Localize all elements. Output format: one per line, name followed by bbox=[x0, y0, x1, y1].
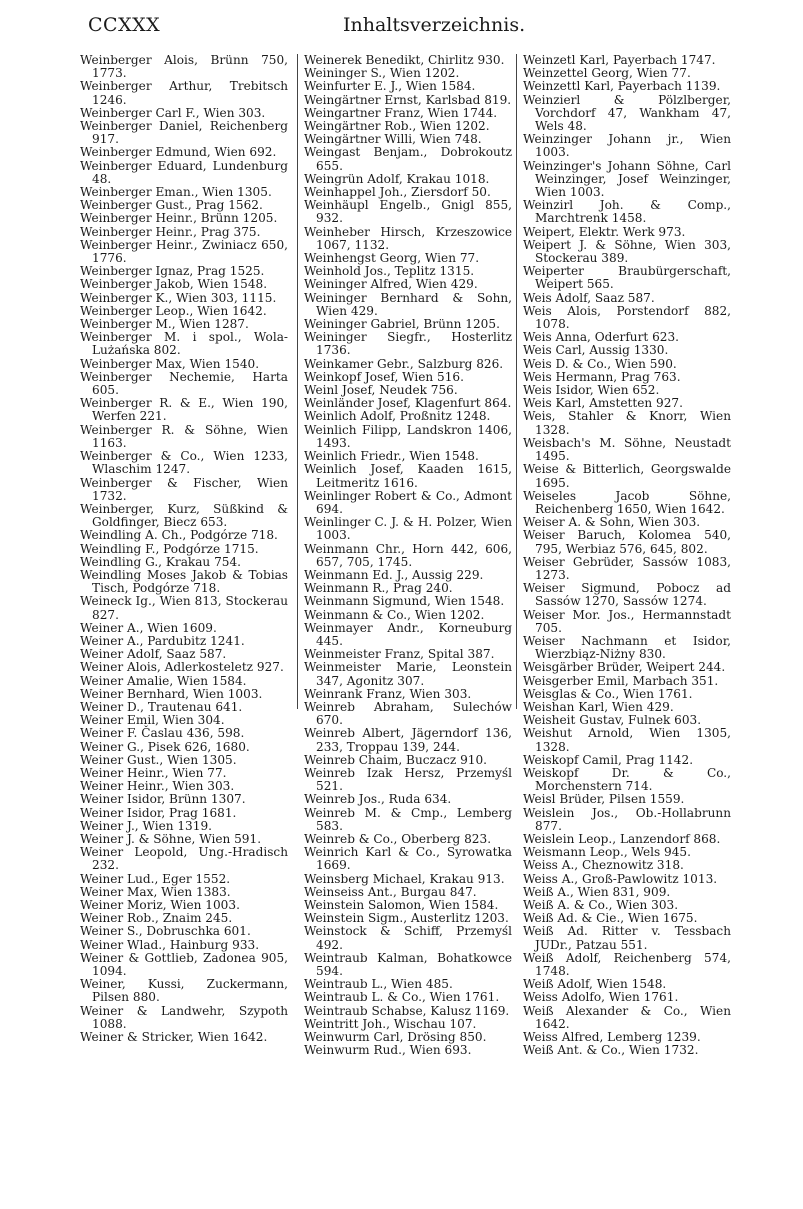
index-entry: Weiß Adolf, Reichenberg 574, 1748. bbox=[523, 950, 731, 979]
index-entry: Weindling Moses Jakob & Tobias Tisch, Podgórze 718. bbox=[80, 567, 288, 596]
index-entry: Weindling G., Krakau 754. bbox=[80, 554, 241, 569]
index-entry: Weineck Ig., Wien 813, Stockerau 827. bbox=[80, 594, 288, 622]
index-entry: Weinberger R. & Söhne, Wien 1163. bbox=[80, 422, 288, 450]
index-entry: Weiser A. & Sohn, Wien 303. bbox=[523, 515, 701, 530]
index-entry: Weis Adolf, Saaz 587. bbox=[523, 290, 655, 305]
index-entry: Weininger Gabriel, Brünn 1205. bbox=[304, 317, 500, 332]
index-entry: Weis Alois, Porstendorf 882, 1078. bbox=[523, 303, 731, 332]
index-entry: Weindling F., Podgórze 1715. bbox=[80, 541, 259, 556]
index-entry: Weinlich Adolf, Proßnitz 1248. bbox=[304, 409, 491, 424]
index-entry: Weinberger & Fischer, Wien 1732. bbox=[80, 475, 288, 503]
index-entry: Weinzettel Georg, Wien 77. bbox=[523, 66, 691, 81]
index-entry: Weiner A., Pardubitz 1241. bbox=[80, 633, 245, 648]
index-entry: Weiner Wlad., Hainburg 933. bbox=[80, 937, 260, 952]
index-entry: Weinberger Eman., Wien 1305. bbox=[80, 185, 272, 200]
index-entry: Weinhold Jos., Teplitz 1315. bbox=[304, 264, 475, 279]
index-entry: Weisl Brüder, Pilsen 1559. bbox=[523, 792, 685, 807]
index-entry: Weinberger Carl F., Wien 303. bbox=[80, 105, 266, 120]
index-entry: Weinhäupl Engelb., Gnigl 855, 932. bbox=[304, 198, 512, 226]
index-entry: Weiner D., Trautenau 641. bbox=[80, 699, 243, 714]
index-entry: Weingrün Adolf, Krakau 1018. bbox=[304, 171, 490, 186]
index-entry: Weis D. & Co., Wien 590. bbox=[523, 356, 677, 371]
index-entry: Weinlich Friedr., Wien 1548. bbox=[304, 449, 479, 464]
index-entry: Weinberger Max, Wien 1540. bbox=[80, 356, 260, 371]
index-entry: Weiss A., Cheznowitz 318. bbox=[523, 858, 684, 873]
index-entry: Weiner G., Pisek 626, 1680. bbox=[80, 739, 250, 754]
index-entry: Weinberger Nechemie, Harta 605. bbox=[80, 369, 288, 398]
index-entry: Weiner Alois, Adlerkosteletz 927. bbox=[80, 660, 284, 675]
running-title: Inhaltsverzeichnis. bbox=[343, 14, 526, 36]
index-entry: Weinreb Abraham, Sulechów 670. bbox=[304, 699, 512, 728]
index-entry: Weis Isidor, Wien 652. bbox=[523, 383, 660, 398]
index-entry: Weiner Rob., Znaim 245. bbox=[80, 911, 233, 926]
index-entry: Weinsberg Michael, Krakau 913. bbox=[304, 871, 505, 886]
index-entry: Weiner & Stricker, Wien 1642. bbox=[80, 1030, 268, 1045]
index-entry: Weinmann R., Prag 240. bbox=[304, 581, 453, 596]
index-entry: Weiss Adolfo, Wien 1761. bbox=[523, 990, 679, 1005]
index-entry: Weiner Moriz, Wien 1003. bbox=[80, 898, 240, 912]
index-entry: Weiner Max, Wien 1383. bbox=[80, 884, 231, 899]
index-entry: Weinberger, Kurz, Süßkind & Goldfinger, Biecz 653. bbox=[80, 501, 288, 530]
index-entry: Weiskopf Camil, Prag 1142. bbox=[523, 752, 694, 767]
index-entry: Weinmayer Andr., Korneuburg 445. bbox=[304, 620, 512, 648]
index-entry: Weinberger Arthur, Trebitsch 1246. bbox=[80, 79, 288, 107]
index-entry: Weinberger R. & E., Wien 190, Werfen 221. bbox=[80, 396, 288, 424]
index-entry: Weinlinger Robert & Co., Admont 694. bbox=[304, 488, 512, 516]
index-entry: Weinberger M. i spol., Wola-Lużańska 802. bbox=[80, 330, 288, 358]
index-entry: Weiseles Jacob Söhne, Reichenberg 1650, Wien 1642. bbox=[523, 488, 731, 516]
index-entry: Weinhengst Georg, Wien 77. bbox=[304, 251, 480, 266]
index-entry: Weiner, Kussi, Zuckermann, Pilsen 880. bbox=[80, 977, 288, 1005]
index-entry: Weinrich Karl & Co., Syrowatka 1669. bbox=[304, 845, 512, 873]
index-entry: Weismann Leop., Wels 945. bbox=[523, 845, 691, 860]
index-entry: Weinberger Heinr., Brünn 1205. bbox=[80, 211, 278, 226]
index-entry: Weinheber Hirsch, Krzeszowice 1067, 1132. bbox=[304, 224, 512, 252]
index-entry: Weinberger K., Wien 303, 1115. bbox=[80, 290, 277, 305]
index-entry: Weintraub Schabse, Kalusz 1169. bbox=[304, 1003, 510, 1018]
page-header bbox=[88, 14, 718, 44]
index-entry: Weinstein Salomon, Wien 1584. bbox=[304, 898, 499, 912]
index-entry: Weinreb Jos., Ruda 634. bbox=[304, 792, 452, 807]
index-entry: Weinzierl & Pölzlberger, Vorchdorf 47, Wankham 47, Wels 48. bbox=[523, 92, 731, 134]
index-entry: Weinerek Benedikt, Chirlitz 930. bbox=[304, 53, 505, 67]
index-entry: Weiß Ant. & Co., Wien 1732. bbox=[523, 1043, 699, 1058]
index-entry: Weiner A., Wien 1609. bbox=[80, 620, 217, 635]
index-entry: Weinmann & Co., Wien 1202. bbox=[304, 607, 485, 622]
index-entry: Weiskopf Dr. & Co., Morchenstern 714. bbox=[523, 765, 731, 794]
index-entry: Weinzetl Karl, Payerbach 1747. bbox=[523, 53, 716, 67]
index-entry: Weiperter Braubürgerschaft, Weipert 565. bbox=[523, 264, 731, 292]
index-entry: Weinreb Izak Hersz, Przemyśl 521. bbox=[304, 765, 512, 794]
index-entry: Weinberger M., Wien 1287. bbox=[80, 317, 249, 332]
index-entry: Weingärtner Rob., Wien 1202. bbox=[304, 119, 490, 134]
index-entry: Weinberger Heinr., Zwiniacz 650, 1776. bbox=[80, 237, 288, 266]
index-entry: Weiss A., Groß-Pawlowitz 1013. bbox=[523, 871, 718, 886]
index-entry: Weinrank Franz, Wien 303. bbox=[304, 686, 472, 701]
index-entry: Weiner Lud., Eger 1552. bbox=[80, 871, 231, 886]
index-entry: Weinzinger's Johann Söhne, Carl Weinzinger, Josef Weinzinger, Wien 1003. bbox=[523, 158, 731, 200]
index-entry: Weiner F. Časlau 436, 598. bbox=[80, 726, 245, 741]
index-entry: Weininger Alfred, Wien 429. bbox=[304, 277, 478, 292]
index-entry: Weiß A. & Co., Wien 303. bbox=[523, 898, 679, 912]
index-entry: Weinberger Leop., Wien 1642. bbox=[80, 303, 267, 318]
index-entry: Weishan Karl, Wien 429. bbox=[523, 699, 674, 714]
index-entry: Weiner J. & Söhne, Wien 591. bbox=[80, 831, 262, 846]
index-entry: Weiser Sigmund, Pobocz ad Sassów 1270, Sassów 1274. bbox=[523, 581, 731, 609]
index-entry: Weinmeister Marie, Leonstein 347, Agonitz 307. bbox=[304, 660, 512, 688]
index-entry: Weinberger & Co., Wien 1233, Wlaschim 1247. bbox=[80, 449, 288, 477]
index-entry: Weis Carl, Aussig 1330. bbox=[523, 343, 669, 358]
index-entry: Weinmeister Franz, Spital 387. bbox=[304, 647, 495, 662]
index-entry: Weiner Emil, Wien 304. bbox=[80, 713, 225, 728]
index-entry: Weintraub Kalman, Bohatkowce 594. bbox=[304, 950, 512, 979]
index-entry: Weiß Ad. Ritter v. Tessbach JUDr., Patzau 551. bbox=[523, 924, 731, 952]
index-entry: Weis, Stahler & Knorr, Wien 1328. bbox=[523, 409, 731, 437]
index-entry: Weiß Alexander & Co., Wien 1642. bbox=[523, 1003, 731, 1031]
index-entry: Weingast Benjam., Dobrokoutz 655. bbox=[304, 145, 512, 173]
index-column-2 bbox=[297, 53, 512, 1058]
index-entry: Weinberger Jakob, Wien 1548. bbox=[80, 277, 268, 292]
index-entry: Weiner Adolf, Saaz 587. bbox=[80, 647, 227, 662]
index-entry: Weislein Jos., Ob.-Hollabrunn 877. bbox=[523, 805, 731, 833]
index-entry: Weiser Baruch, Kolomea 540, 795, Werbiaz 576, 645, 802. bbox=[523, 528, 731, 556]
index-entry: Weisglas & Co., Wien 1761. bbox=[523, 686, 693, 701]
index-entry: Weinberger Eduard, Lundenburg 48. bbox=[80, 158, 288, 186]
index-entry: Weis Anna, Oderfurt 623. bbox=[523, 330, 680, 345]
index-entry: Weiner Amalie, Wien 1584. bbox=[80, 673, 247, 688]
index-entry: Weinmann Sigmund, Wien 1548. bbox=[304, 594, 505, 609]
page-number: CCXXX bbox=[88, 14, 161, 36]
index-entry: Weiser Nachmann et Isidor, Wierzbiąz-Niżny 830. bbox=[523, 633, 731, 662]
index-entry: Weingärtner Ernst, Karlsbad 819. bbox=[304, 92, 512, 107]
index-entry: Weinlich Josef, Kaaden 1615, Leitmeritz 1616. bbox=[304, 462, 512, 490]
index-entry: Weiner J., Wien 1319. bbox=[80, 818, 212, 833]
index-entry: Weiner Heinr., Wien 77. bbox=[80, 765, 227, 780]
index-entry: Weintraub L., Wien 485. bbox=[304, 977, 453, 992]
index-entry: Weinreb Chaim, Buczacz 910. bbox=[304, 752, 488, 767]
index-entry: Weiner Bernhard, Wien 1003. bbox=[80, 686, 263, 701]
index-entry: Weintritt Joh., Wischau 107. bbox=[304, 1016, 477, 1031]
index-entry: Weinkamer Gebr., Salzburg 826. bbox=[304, 356, 504, 371]
index-entry: Weiss Alfred, Lemberg 1239. bbox=[523, 1030, 701, 1045]
index-entry: Weinberger Gust., Prag 1562. bbox=[80, 198, 263, 213]
index-entry: Weininger Bernhard & Sohn, Wien 429. bbox=[304, 290, 512, 318]
index-entry: Weinlinger C. J. & H. Polzer, Wien 1003. bbox=[304, 515, 512, 543]
index-entry: Weininger Siegfr., Hosterlitz 1736. bbox=[304, 330, 512, 358]
index-entry: Weingartner Franz, Wien 1744. bbox=[304, 105, 498, 120]
index-entry: Weisbach's M. Söhne, Neustadt 1495. bbox=[523, 435, 731, 464]
index-entry: Weiß Ad. & Cie., Wien 1675. bbox=[523, 911, 698, 926]
index-columns bbox=[76, 53, 731, 1174]
index-entry: Weise & Bitterlich, Georgswalde 1695. bbox=[523, 462, 731, 490]
index-entry: Weinberger Ignaz, Prag 1525. bbox=[80, 264, 265, 279]
index-entry: Weinkopf Josef, Wien 516. bbox=[304, 369, 464, 384]
index-entry: Weiner Gust., Wien 1305. bbox=[80, 752, 237, 767]
index-entry: Weis Hermann, Prag 763. bbox=[523, 369, 681, 384]
index-entry: Weinmann Chr., Horn 442, 606, 657, 705, 1745. bbox=[304, 541, 512, 569]
index-entry: Weinberger Heinr., Prag 375. bbox=[80, 224, 261, 239]
index-entry: Weiner Leopold, Ung.-Hradisch 232. bbox=[80, 845, 288, 873]
index-entry: Weis Karl, Amstetten 927. bbox=[523, 396, 683, 411]
index-entry: Weinzinger Johann jr., Wien 1003. bbox=[523, 132, 731, 160]
index-entry: Weinstein Sigm., Austerlitz 1203. bbox=[304, 911, 509, 926]
index-entry: Weinseiss Ant., Burgau 847. bbox=[304, 884, 477, 899]
index-entry: Weiner Isidor, Prag 1681. bbox=[80, 805, 237, 820]
index-column-3 bbox=[516, 53, 731, 1058]
index-entry: Weislein Leop., Lanzendorf 868. bbox=[523, 831, 721, 846]
index-entry: Weinberger Edmund, Wien 692. bbox=[80, 145, 277, 160]
index-entry: Weinhappel Joh., Ziersdorf 50. bbox=[304, 185, 491, 200]
index-entry: Weiser Mor. Jos., Hermannstadt 705. bbox=[523, 607, 731, 635]
index-entry: Weiner Isidor, Brünn 1307. bbox=[80, 792, 246, 807]
index-entry: Weiner & Landwehr, Szypoth 1088. bbox=[80, 1003, 288, 1031]
index-entry: Weinl Josef, Neudek 756. bbox=[304, 383, 458, 398]
index-entry: Weinreb & Co., Oberberg 823. bbox=[304, 831, 492, 846]
index-entry: Weisheit Gustav, Fulnek 603. bbox=[523, 713, 702, 728]
index-entry: Weingärtner Willi, Wien 748. bbox=[304, 132, 482, 147]
index-entry: Weipert, Elektr. Werk 973. bbox=[523, 224, 686, 239]
index-entry: Weinlich Filipp, Landskron 1406, 1493. bbox=[304, 422, 512, 450]
index-entry: Weinländer Josef, Klagenfurt 864. bbox=[304, 396, 512, 411]
index-entry: Weinberger Alois, Brünn 750, 1773. bbox=[80, 53, 288, 81]
index-entry: Weisgärber Brüder, Weipert 244. bbox=[523, 660, 726, 675]
index-entry: Weiner S., Dobruschka 601. bbox=[80, 924, 251, 939]
index-entry: Weishut Arnold, Wien 1305, 1328. bbox=[523, 726, 731, 754]
index-entry: Weinberger Daniel, Reichenberg 917. bbox=[80, 119, 288, 147]
index-entry: Weinreb M. & Cmp., Lemberg 583. bbox=[304, 805, 512, 833]
index-entry: Weinreb Albert, Jägerndorf 136, 233, Troppau 139, 244. bbox=[304, 726, 512, 754]
index-entry: Weinfurter E. J., Wien 1584. bbox=[304, 79, 476, 94]
index-entry: Weinstock & Schiff, Przemyśl 492. bbox=[304, 924, 512, 952]
index-entry: Weinwurm Carl, Drösing 850. bbox=[304, 1030, 487, 1045]
index-entry: Weiser Gebrüder, Sassów 1083, 1273. bbox=[523, 554, 731, 582]
index-entry: Weinwurm Rud., Wien 693. bbox=[304, 1043, 472, 1058]
index-entry: Weisgerber Emil, Marbach 351. bbox=[523, 673, 719, 688]
index-entry: Weininger S., Wien 1202. bbox=[304, 66, 460, 81]
index-entry: Weindling A. Ch., Podgórze 718. bbox=[80, 528, 278, 543]
index-entry: Weinzettl Karl, Payerbach 1139. bbox=[523, 79, 721, 94]
index-entry: Weinzirl Joh. & Comp., Marchtrenk 1458. bbox=[523, 198, 731, 226]
index-entry: Weiß Adolf, Wien 1548. bbox=[523, 977, 667, 992]
index-entry: Weiß A., Wien 831, 909. bbox=[523, 884, 671, 899]
index-entry: Weiner & Gottlieb, Zadonea 905, 1094. bbox=[80, 950, 288, 979]
index-entry: Weinmann Ed. J., Aussig 229. bbox=[304, 567, 484, 582]
index-entry: Weintraub L. & Co., Wien 1761. bbox=[304, 990, 500, 1005]
index-entry: Weiner Heinr., Wien 303. bbox=[80, 779, 235, 794]
index-entry: Weipert J. & Söhne, Wien 303, Stockerau 389. bbox=[523, 237, 731, 266]
index-column-1 bbox=[76, 54, 288, 1044]
